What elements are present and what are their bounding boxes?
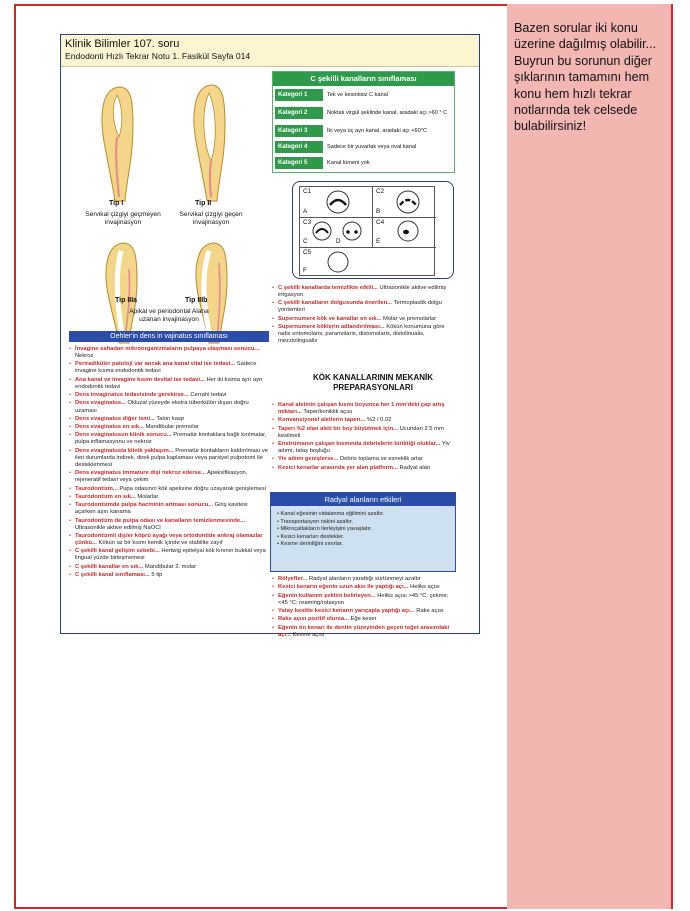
note-answer: Okluzal yüzeyde ekstra tüberkülün dışarı doğru uzaması [75, 400, 249, 414]
note-keyword: Dens evaginatus immature dişi nekroz ederse... [75, 470, 206, 477]
note-item [272, 426, 456, 440]
sidebar-note-text: Bazen sorular iki konu üzerine dağılmış olabilir... Buyrun bu sorunun diğer şıklarının tamamını hem konu hem hızlı tekrar notlarında tek celsede bulabilirsiniz! [514, 21, 657, 134]
note-answer: Cerrahi tedavi [188, 392, 227, 399]
shape-label-f: F [303, 267, 307, 274]
note-answer: Yiv adımı, talaş boşluğu [278, 441, 450, 455]
sheet-header [61, 35, 479, 67]
tip2-label: Tip II [195, 200, 212, 207]
section-title: KÖK KANALLARININ MEKANİK PREPARASYONLARI [313, 373, 433, 392]
category-text: Noktalı virgül şeklinde kanal, aradaki açı >60 ° C [327, 109, 448, 116]
radial-effect-item: • Mikroçatlakların ilerleyişini yavaşlatır. [277, 526, 373, 533]
radial-effect-item: • Kesme derinliğini sınırlar. [277, 541, 344, 548]
note-item [272, 456, 456, 463]
c-table-row [273, 156, 454, 170]
right-notes-bottom [272, 576, 456, 640]
note-keyword: Dens evaginatusun klinik sonucu... [75, 432, 172, 439]
shape-label-c3: C3 [303, 219, 312, 226]
study-sheet [60, 34, 480, 638]
tooth-tip1-illustration [102, 87, 133, 201]
note-keyword: Periradiküler patoloji var ancak ana kanal vital ise tedavi... [75, 361, 236, 368]
shape-label-d: D [336, 238, 341, 245]
note-item [272, 285, 456, 299]
note-keyword: Enstrümanın çalışan kısmında debrislerin biriktiği oluklar... [278, 441, 441, 448]
sheet-title: Klinik Bilimler 107. soru [65, 38, 180, 50]
shape-label-c: C [303, 238, 308, 245]
note-answer: Radyal alanların yarattığı sürtünmeyi azaltır [307, 576, 421, 582]
shape-label-e: E [376, 238, 381, 245]
c-canal-classification-table [272, 71, 455, 173]
note-keyword: Taurodontizmli dişler köprü ayağı veya ortodontide ankraj olamazlar çünkü... [75, 532, 263, 546]
note-answer: Pupa odasının kök apeksine doğru uzayarak genişlemesi [117, 485, 266, 492]
note-keyword: Kesici kenarın eğenin uzun aksı ile yaptığı açı... [278, 584, 409, 591]
category-badge: Kategori 1 [275, 89, 323, 101]
note-item [69, 486, 269, 493]
shape-label-c4: C4 [376, 219, 385, 226]
category-text: Sadece bir yuvarlak veya oval kanal [327, 143, 417, 150]
bottom-teeth-caption: Apikal ve periodontal Alana uzanan invajinasyon [129, 308, 209, 323]
radial-effect-item: • Transportasyon riskini azaltır. [277, 518, 353, 525]
note-item [272, 441, 456, 455]
shape-label-c1: C1 [303, 188, 312, 195]
note-answer: Giriş kavitesi açarken aşırı kanama [75, 502, 248, 516]
note-keyword: Konvansiyonel aletlerin taperı... [278, 417, 366, 424]
note-answer: Hertwig epitelyal kök kınının bukkal veya lingual yüzde birleşmemesi [75, 548, 266, 562]
note-keyword: İnvagine sahadan mikroorganizmaların pulpaya ulaşması sonucu... [75, 346, 260, 352]
note-keyword: Dens evaginatusta klinik yaklaşım... [75, 447, 174, 454]
tip1-caption: Servikal çizgiyi geçmeyen invajinasyon [85, 211, 161, 226]
note-keyword: Dens evaginatus en sık... [75, 424, 144, 431]
tip1-label: Tip I [109, 200, 124, 207]
shape-label-c5: C5 [303, 249, 312, 256]
note-sidebar [507, 4, 671, 909]
note-item [69, 564, 269, 571]
tip3b-label: Tip IIIb [185, 297, 208, 304]
category-badge: Kategori 4 [275, 141, 323, 153]
note-item [69, 361, 269, 375]
left-notes-column [69, 346, 269, 580]
note-answer: Ultrasonikle aktive edilmiş NaOCl [75, 524, 161, 531]
note-item [272, 608, 456, 615]
note-answer: Heliks açısı [408, 584, 440, 591]
radial-effects-box [270, 492, 456, 572]
note-item [69, 377, 269, 391]
note-item [69, 448, 269, 469]
note-item [69, 400, 269, 414]
note-keyword: Ana kanal ve invagine kısım devital ise tedavi... [75, 376, 205, 383]
note-answer: Mandibular premolar [143, 424, 199, 431]
note-answer: Rake açısı [414, 607, 444, 614]
right-notes-top [272, 285, 456, 347]
c-shapes-drawing [300, 187, 436, 277]
note-keyword: C şekilli kanallarda temizlikte etkili... [278, 285, 378, 291]
note-answer: Sadece invagine kısma endodontik tedavi [75, 361, 257, 375]
note-answer: Heliks açısı >45 °C: çekme; <45 °C: reaming/rotasyon [278, 592, 449, 606]
note-item [272, 584, 456, 591]
radial-effect-text: Kanal eğesinin vidalanma eğilimini azaltır. [280, 511, 385, 517]
note-answer: Radyal alan [397, 464, 431, 471]
note-item [272, 324, 456, 345]
note-item [69, 494, 269, 501]
note-answer: Molarlar [135, 493, 159, 500]
shape-label-c2: C2 [376, 188, 385, 195]
note-keyword: Dens evaginatus diğer ismi... [75, 415, 155, 422]
note-answer: Kökün az bir kısmı kemik içinde ve stabilite zayıf [96, 539, 223, 546]
radial-effect-text: Kesici kenarları destekler. [280, 533, 345, 540]
radial-effect-text: Transportasyon riskini azaltır. [280, 518, 353, 525]
radial-effect-item: • Kanal eğesinin vidalanma eğilimini azaltır. [277, 511, 385, 517]
shape-label-a: A [303, 208, 308, 215]
tooth-tip3a-illustration [106, 243, 137, 343]
category-badge: Kategori 2 [275, 107, 323, 119]
category-text: Kanal lümeni yok [327, 159, 370, 166]
note-item [272, 576, 456, 583]
note-answer: Kökün konumuna göre radix entomolaris, paramolaris, distomolaris, distolinualis, mezziolingualis [278, 324, 445, 345]
radial-effect-text: Kesme derinliğini sınırlar. [280, 541, 344, 548]
note-keyword: Dens evaginatus... [75, 400, 126, 407]
note-item [69, 424, 269, 431]
category-text: İki veya üç ayrı kanal, aradaki açı <60°C [327, 127, 428, 134]
note-keyword: C şekilli kanal gelişim sebebi... [75, 548, 160, 555]
note-keyword: Taurodontizm en sık... [75, 493, 136, 500]
c-table-row [273, 104, 454, 122]
note-item [272, 465, 456, 472]
note-answer: Debris toplama ve esneklik artar [338, 456, 423, 463]
note-answer: Molar ve premolarlar [381, 315, 437, 322]
note-item [272, 625, 456, 639]
note-answer: Prematür kontakların kaldırılması ve ileri durumlarda indirek, direk pulpa kaplaması veya parsiyel pulpotomi ile desteklenmesi [75, 447, 268, 468]
note-answer: Termoplastik dolgu yöntemleri [278, 300, 442, 314]
note-answer: %2 / 0.02 [365, 417, 392, 424]
note-item [69, 416, 269, 423]
category-badge: Kategori 5 [275, 157, 323, 169]
note-keyword: Yiv adımı genişlerse... [278, 456, 339, 463]
note-answer: Ultrasonikle aktive edilmiş irrigasyon [278, 285, 447, 299]
note-keyword: Rölyefler... [278, 576, 308, 582]
tooth-tip3b-illustration [196, 243, 227, 343]
note-item [272, 593, 456, 607]
note-keyword: Kesici kenarlar arasında yer alan platform... [278, 464, 398, 471]
note-keyword: C şekilli kanalların dolgusunda önerilen... [278, 300, 393, 307]
radial-effect-item: • Kesici kenarları destekler. [277, 533, 345, 540]
note-keyword: Supernumere kök ve kanallar en sık... [278, 315, 382, 322]
note-answer: Eğe keser [348, 616, 377, 623]
c-table-row [273, 140, 454, 154]
tip2-caption: Servikal çizgiyi geçen invajinasyon [179, 211, 243, 226]
note-keyword: C şekilli kanallar en sık... [75, 563, 144, 570]
tooth-tip2-illustration [194, 85, 225, 201]
note-keyword: Supernumere köklerin adlandırılması... [278, 324, 385, 331]
note-item [69, 470, 269, 484]
note-keyword: Dens invaginatus tedavisinde gerekirse... [75, 392, 189, 399]
oehler-title: Oehler'in dens in vajinatus sınıflaması [69, 331, 269, 342]
c-table-row [273, 88, 454, 102]
note-item [272, 616, 456, 623]
note-answer: Mandibular 2. molar [143, 563, 197, 570]
note-keyword: Taperı %2 olan aleti bir boy büyütmek için... [278, 425, 399, 432]
radial-box-title: Radyal alanların etkileri [271, 493, 455, 506]
note-item [69, 533, 269, 547]
radial-effect-text: Mikroçatlakların ilerleyişini yavaşlatır. [280, 526, 373, 533]
note-answer: Her iki kısma ayrı ayrı endodontik tedavi [75, 376, 263, 390]
note-answer: Apeksifikasyon, rejeneratif tedavi veya çekim [75, 470, 248, 484]
c-shapes-grid [299, 186, 435, 276]
note-item [69, 392, 269, 399]
note-keyword: Yatay kesitte kesici kenarın yarıçapla yaptığı açı... [278, 607, 415, 614]
shape-label-b: B [376, 208, 381, 215]
note-answer: Kesme açısı [290, 631, 325, 638]
note-item [69, 432, 269, 446]
note-keyword: Taurodontizmde pulpa hacminin artması sonucu... [75, 502, 214, 509]
radial-effects-list [277, 511, 453, 549]
note-answer: Taper/koniklik açısı [301, 409, 353, 416]
note-answer: Nekroz [75, 353, 94, 360]
note-answer: Talon kasp [154, 415, 185, 422]
note-keyword: Taurodontizm... [75, 485, 118, 492]
note-item [69, 572, 269, 579]
note-item [272, 417, 456, 424]
sheet-subtitle: Endodonti Hızlı Tekrar Notu 1. Fasikül Sayfa 014 [65, 51, 251, 61]
note-item [272, 300, 456, 314]
c-table-row [273, 124, 454, 138]
note-keyword: Eğenin ön kenarı ile dentin yüzeyinden geçen teğet arasındaki açı... [278, 624, 450, 638]
category-badge: Kategori 3 [275, 125, 323, 137]
note-keyword: C şekilli kanal sınıflaması... [75, 571, 150, 578]
tip3a-label: Tip IIIa [115, 297, 138, 304]
c-canal-shapes-diagram [292, 181, 454, 279]
note-item [69, 548, 269, 562]
note-answer: Prematür kontaklara bağlı kırılmalar, pulpa inflamasyonu ve nekroz [75, 432, 267, 446]
right-notes-middle [272, 402, 456, 473]
note-keyword: Taurodontizm de pulpa odası ve kanalların temizlenmesinde... [75, 517, 245, 524]
note-keyword: Kanal aletinin çalışan kısmı boyunca her 1 mm'deki çap artış miktarı... [278, 402, 445, 416]
note-item [69, 518, 269, 532]
note-keyword: Rake açısı pozitif olursa... [278, 616, 349, 623]
note-answer: 5 tip [149, 571, 163, 578]
c-table-title: C şekilli kanalların sınıflaması [273, 72, 454, 86]
note-item [272, 402, 456, 416]
note-answer: Ucundan 2.5 mm kesilmeli [278, 425, 444, 439]
note-item [272, 316, 456, 323]
note-item [69, 502, 269, 516]
note-item [69, 346, 269, 360]
note-keyword: Eğenin kullanım şeklini belirleyen... [278, 592, 376, 599]
category-text: Tek ve kesintisiz C kanal [327, 91, 388, 98]
